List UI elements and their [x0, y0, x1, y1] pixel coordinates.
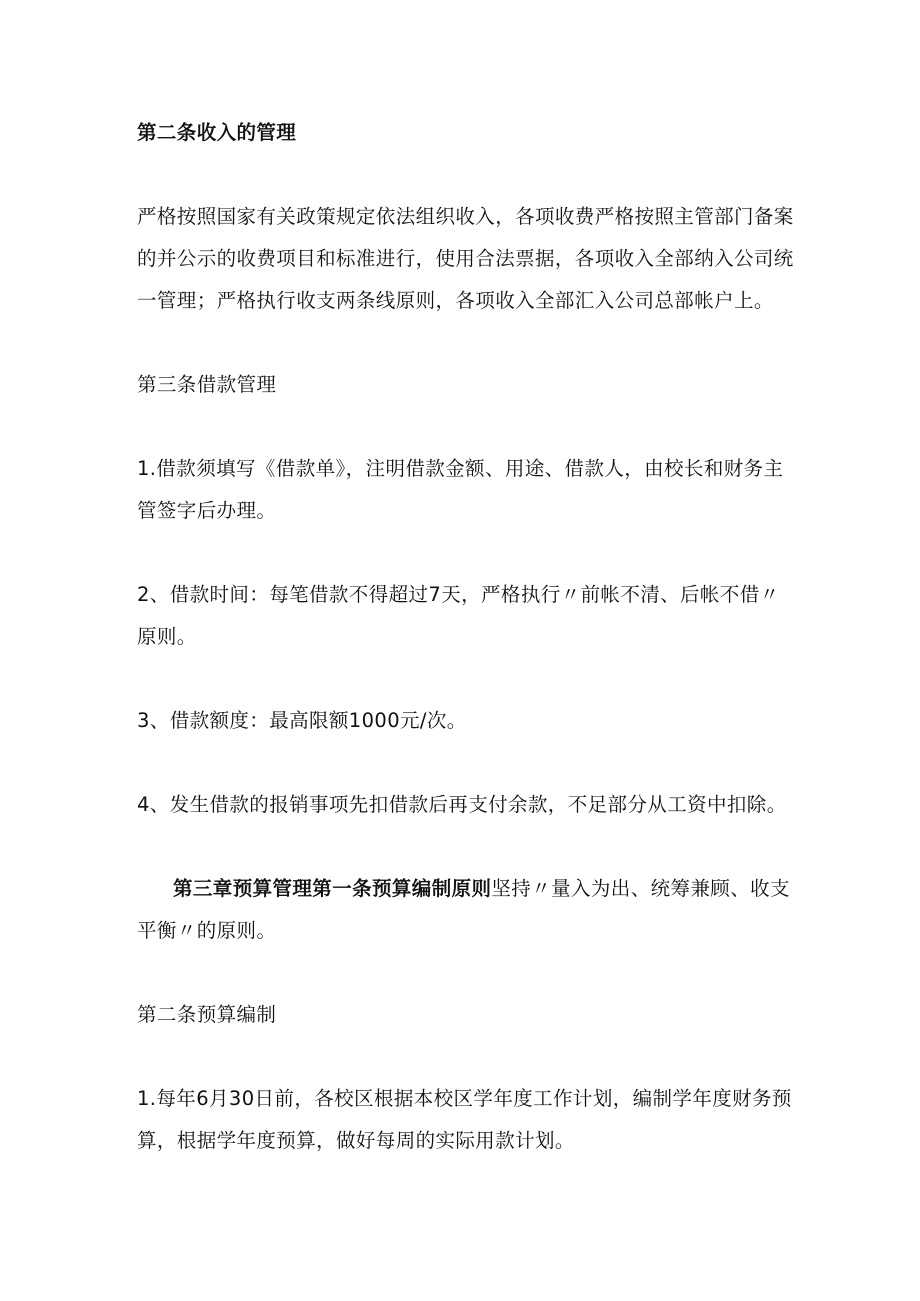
paragraph-income-rules: 严格按照国家有关政策规定依法组织收入，各项收费严格按照主管部门备案的并公示的收费项目和标准进行，使用合法票据，各项收入全部纳入公司统一管理；严格执行收支两条线原则，各项收入全部汇入公司总部帐户上。 — [137, 205, 794, 312]
paragraph-budget-item-1: 1.每年6月30日前，各校区根据本校区学年度工作计划，编制学年度财务预算，根据学年度预算，做好每周的实际用款计划。 — [137, 1087, 792, 1152]
paragraph-loan-item-2: 2、借款时间：每笔借款不得超过7天，严格执行〃前帐不清、后帐不借〃原则。 — [137, 583, 780, 648]
paragraph-loan-item-3: 3、借款额度：最高限额1000元/次。 — [137, 709, 467, 732]
chapter-heading-budget: 第三章预算管理第一条预算编制原则 — [173, 877, 492, 900]
budget-principle-text: 坚持〃量入为出、统筹兼顾、收支平衡〃的原则。 — [137, 877, 790, 942]
paragraph-budget-principle — [137, 868, 797, 952]
paragraph-loan-item-1: 1.借款须填写《借款单》，注明借款金额、用途、借款人，由校长和财务主管签字后办理。 — [137, 457, 784, 522]
section-heading-income: 第二条收入的管理 — [137, 121, 297, 144]
document-page — [137, 112, 797, 1162]
section-heading-loan: 第三条借款管理 — [137, 373, 277, 396]
paragraph-loan-item-4: 4、发生借款的报销事项先扣借款后再支付余款，不足部分从工资中扣除。 — [137, 793, 787, 816]
section-heading-budget-prep: 第二条预算编制 — [137, 1003, 277, 1026]
